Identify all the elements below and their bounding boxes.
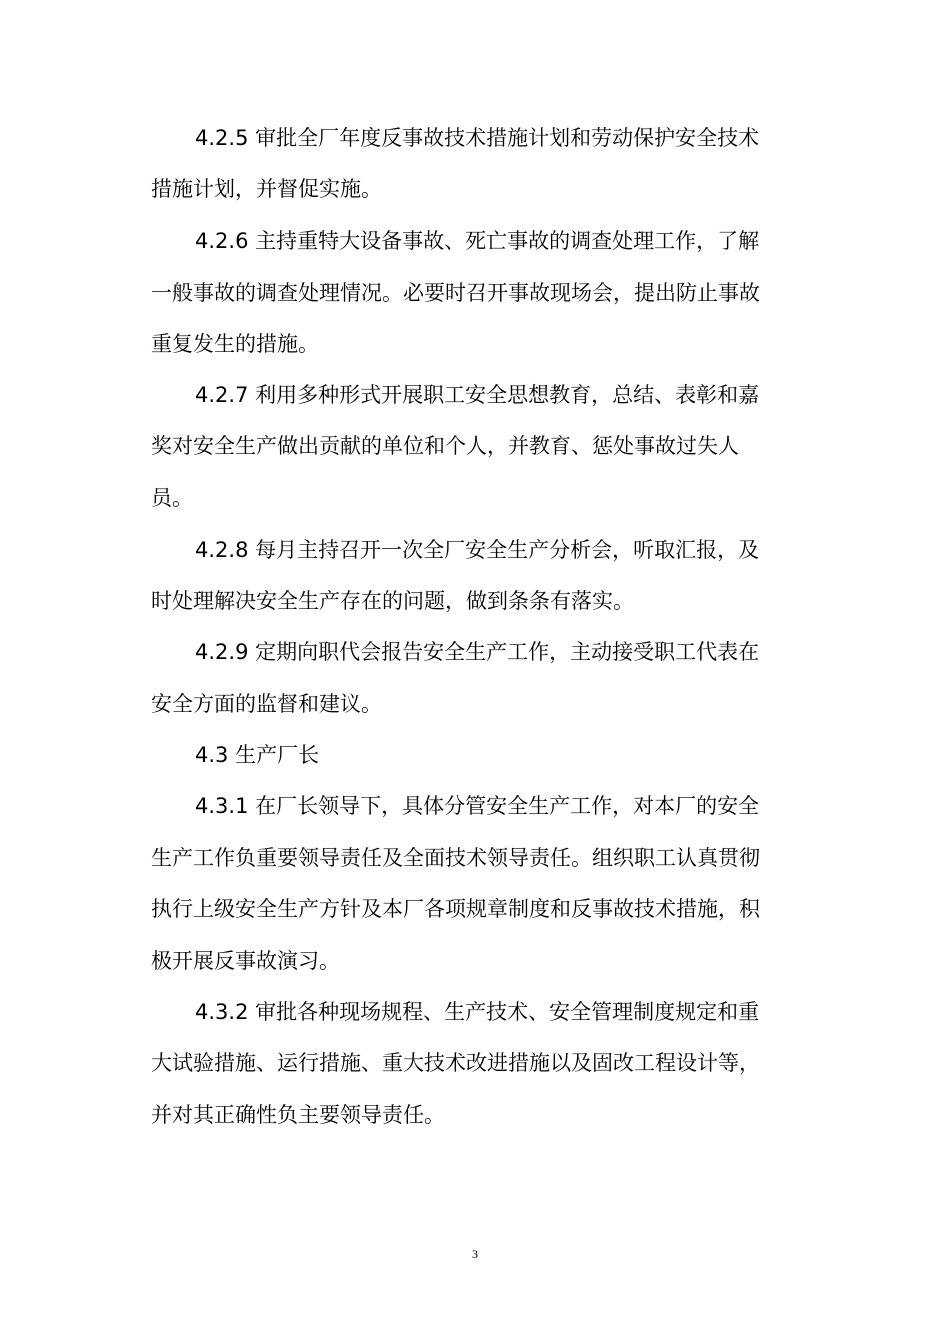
text-line-4: 一般事故的调查处理情况。必要时召开事故现场会，提出防止事故 xyxy=(151,281,760,305)
page-number: 3 xyxy=(472,1247,478,1261)
text-line-12: 安全方面的监督和建议。 xyxy=(151,692,382,716)
text-line-9: 4.2.8 每月主持召开一次全厂安全生产分析会，听取汇报，及 xyxy=(195,538,760,562)
text-line-19: 大试验措施、运行措施、重大技术改进措施以及固改工程设计等， xyxy=(151,1051,760,1075)
text-line-14: 4.3.1 在厂长领导下，具体分管安全生产工作，对本厂的安全 xyxy=(195,794,760,818)
text-line-18: 4.3.2 审批各种现场规程、生产技术、安全管理制度规定和重 xyxy=(195,1000,760,1024)
text-line-3: 4.2.6 主持重特大设备事故、死亡事故的调查处理工作，了解 xyxy=(195,229,760,253)
text-line-20: 并对其正确性负主要领导责任。 xyxy=(151,1103,445,1127)
text-line-17: 极开展反事故演习。 xyxy=(151,949,340,973)
text-line-16: 执行上级安全生产方针及本厂各项规章制度和反事故技术措施，积 xyxy=(151,897,760,921)
text-line-8: 员。 xyxy=(151,486,193,510)
text-line-11: 4.2.9 定期向职代会报告安全生产工作，主动接受职工代表在 xyxy=(195,640,760,664)
text-line-5: 重复发生的措施。 xyxy=(151,332,319,356)
text-line-15: 生产工作负重要领导责任及全面技术领导责任。组织职工认真贯彻 xyxy=(151,846,760,870)
text-line-7: 奖对安全生产做出贡献的单位和个人，并教育、惩处事故过失人 xyxy=(151,434,739,458)
text-line-1: 4.2.5 审批全厂年度反事故技术措施计划和劳动保护安全技术 xyxy=(195,126,760,150)
text-line-6: 4.2.7 利用多种形式开展职工安全思想教育，总结、表彰和嘉 xyxy=(195,383,760,407)
text-line-10: 时处理解决安全生产存在的问题，做到条条有落实。 xyxy=(151,589,634,613)
text-line-2: 措施计划，并督促实施。 xyxy=(151,177,382,201)
section-heading: 4.3 生产厂长 xyxy=(195,743,320,767)
